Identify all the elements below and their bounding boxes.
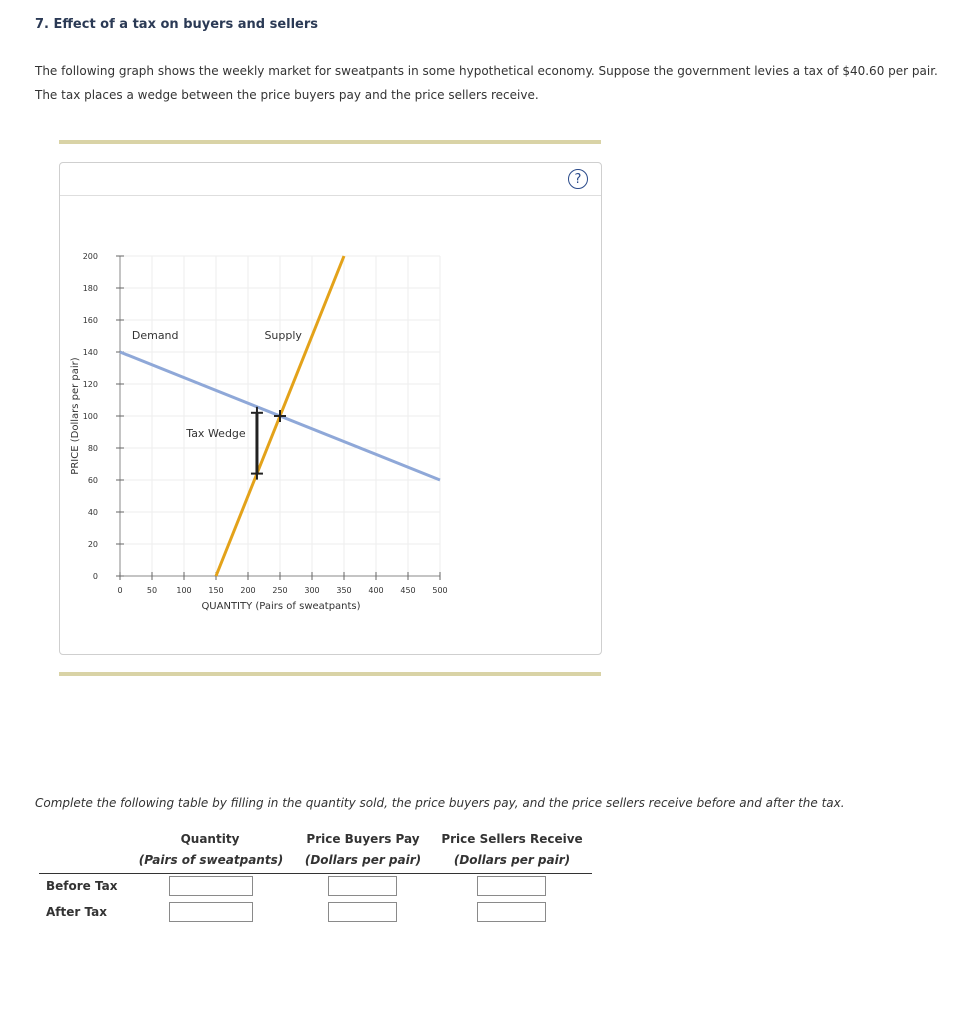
graph-bottom-rule xyxy=(59,672,601,676)
graph-top-rule xyxy=(59,140,601,144)
graph-panel xyxy=(59,162,602,655)
intro-line-2: The tax places a wedge between the price buyers pay and the price sellers receive. xyxy=(35,88,539,102)
question-intro xyxy=(35,59,955,107)
x-tick-label: 0 xyxy=(117,586,123,595)
y-tick-label: 140 xyxy=(82,348,98,357)
x-axis-label: QUANTITY (Pairs of sweatpants) xyxy=(201,601,361,612)
table-header-divider xyxy=(39,873,592,874)
x-tick-label: 250 xyxy=(272,586,288,595)
y-tick-label: 80 xyxy=(87,444,98,453)
y-tick-label: 180 xyxy=(82,284,98,293)
col-subheader-price-sellers: (Dollars per pair) xyxy=(453,853,571,867)
x-tick-label: 200 xyxy=(240,586,256,595)
x-tick-label: 50 xyxy=(146,586,158,595)
col-subheader-price-buyers: (Dollars per pair) xyxy=(304,853,422,867)
supply-demand-chart xyxy=(60,163,601,654)
before-tax-price-buyers-input[interactable] xyxy=(328,876,397,896)
col-subheader-quantity: (Pairs of sweatpants) xyxy=(138,853,284,867)
y-tick-label: 40 xyxy=(87,508,98,517)
before-tax-price-sellers-input[interactable] xyxy=(477,876,546,896)
y-tick-label: 160 xyxy=(82,316,98,325)
x-tick-label: 100 xyxy=(176,586,192,595)
y-tick-label: 100 xyxy=(82,412,98,421)
col-header-quantity: Quantity xyxy=(180,832,240,846)
question-title: 7. Effect of a tax on buyers and sellers xyxy=(35,17,319,32)
annotation-demand: Demand xyxy=(131,329,179,343)
x-tick-label: 450 xyxy=(400,586,416,595)
help-icon[interactable]: ? xyxy=(568,169,588,189)
table-instructions: Complete the following table by filling in the quantity sold, the price buyers pay, and the price sellers receive before and after the tax. xyxy=(35,796,845,810)
row-label-before-tax: Before Tax xyxy=(46,879,118,893)
col-header-price-sellers: Price Sellers Receive xyxy=(441,832,583,846)
x-tick-label: 500 xyxy=(432,586,448,595)
before-tax-quantity-input[interactable] xyxy=(169,876,253,896)
annotation-supply: Supply xyxy=(264,329,302,343)
row-label-after-tax: After Tax xyxy=(46,905,107,919)
col-header-price-buyers: Price Buyers Pay xyxy=(306,832,420,846)
after-tax-price-sellers-input[interactable] xyxy=(477,902,546,922)
after-tax-price-buyers-input[interactable] xyxy=(328,902,397,922)
x-tick-label: 400 xyxy=(368,586,384,595)
y-axis-label: PRICE (Dollars per pair) xyxy=(70,357,81,475)
y-tick-label: 60 xyxy=(87,476,98,485)
x-tick-label: 150 xyxy=(208,586,224,595)
after-tax-quantity-input[interactable] xyxy=(169,902,253,922)
y-tick-label: 120 xyxy=(82,380,98,389)
annotation-tax-wedge: Tax Wedge xyxy=(186,426,246,440)
x-tick-label: 350 xyxy=(336,586,352,595)
x-tick-label: 300 xyxy=(304,586,320,595)
y-tick-label: 200 xyxy=(82,252,98,261)
y-tick-label: 0 xyxy=(92,572,98,581)
intro-line-1: The following graph shows the weekly market for sweatpants in some hypothetical economy. Suppose the government levies a tax of $40.60 per pair. xyxy=(35,64,938,78)
y-tick-label: 20 xyxy=(87,540,98,549)
